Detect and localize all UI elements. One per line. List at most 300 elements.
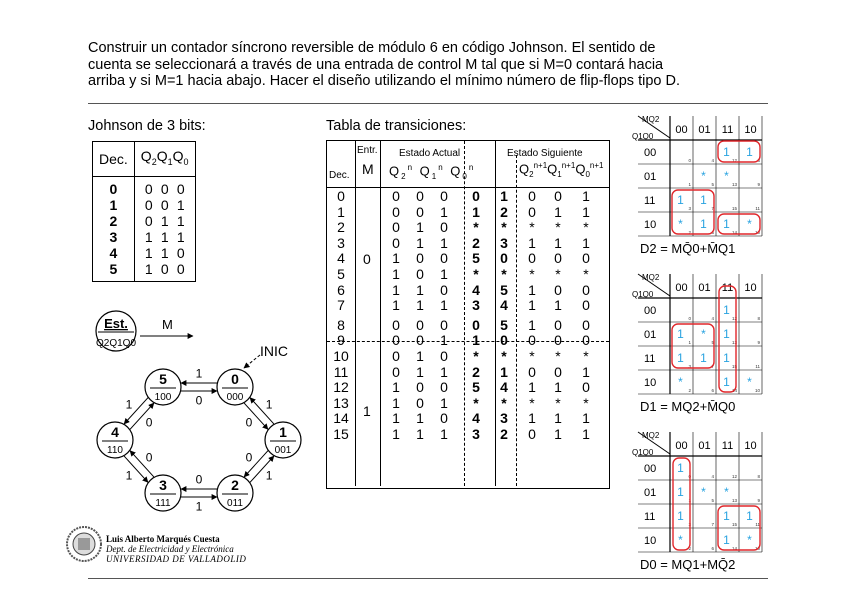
cell-cur-state: 0 — [472, 316, 480, 333]
kmap-cell-value: * — [678, 217, 683, 231]
johnson-dec: 4 — [93, 245, 134, 261]
cell-cur-state: * — [473, 266, 479, 282]
johnson-dec: 1 — [93, 197, 134, 213]
cell-n0: * — [583, 266, 589, 282]
cell-q0: 0 — [440, 281, 448, 298]
state-code: 100 — [154, 392, 172, 403]
kmap-cell-value: * — [678, 533, 683, 547]
johnson-code — [134, 197, 195, 213]
cell-n1: 0 — [554, 250, 562, 267]
johnson-row — [93, 213, 195, 229]
kmap-cell-value: * — [724, 169, 729, 183]
kmap-minterm: 7 — [711, 364, 714, 369]
cell-next-state: 2 — [500, 203, 508, 220]
johnson-dec: 5 — [93, 261, 134, 281]
kmap-d0 — [632, 431, 762, 572]
cell-n0: * — [583, 348, 589, 364]
johnson-code — [134, 229, 195, 245]
kmap-cell-value: 1 — [677, 461, 684, 475]
cell-n2: 0 — [528, 426, 536, 442]
header-m: M — [362, 161, 374, 177]
cell-n1: 1 — [554, 203, 562, 220]
kmap-minterm: 5 — [711, 182, 714, 187]
cell-q1: 1 — [416, 281, 424, 298]
kmap-equation: D1 = MQ2+M̄Q0 — [640, 399, 736, 414]
mid-rule — [327, 341, 609, 342]
johnson-bit: 1 — [176, 196, 185, 213]
kmap-corner-top: MQ2 — [642, 431, 660, 440]
cell-dec: 1 — [337, 203, 345, 220]
cell-dec: 0 — [337, 188, 345, 204]
cell-q2: 0 — [392, 316, 400, 333]
kmap-cell-value: 1 — [723, 327, 730, 341]
cell-q1: 0 — [416, 203, 424, 220]
legend-m: M — [162, 317, 173, 332]
cell-n1: * — [555, 219, 561, 236]
cell-q0: 1 — [440, 234, 448, 251]
johnson-bit: 1 — [144, 260, 153, 277]
cell-cur-state: 3 — [472, 426, 480, 442]
kmap-minterm: 1 — [688, 182, 691, 187]
cell-q0: 1 — [440, 203, 448, 220]
kmap-corner-top: MQ2 — [642, 115, 660, 124]
kmap-minterm: 4 — [711, 316, 714, 321]
kmap-cell-value: * — [701, 169, 706, 183]
cell-q1: 0 — [416, 316, 424, 333]
kmap-minterm: 15 — [731, 522, 737, 527]
kmap-minterm: 12 — [731, 316, 737, 321]
kmap-col-label: 10 — [744, 124, 757, 136]
kmap-col-label: 00 — [675, 440, 688, 452]
kmap-cell-value: 1 — [746, 509, 753, 523]
cell-next-state: 0 — [500, 250, 508, 267]
cell-q1: 1 — [416, 363, 424, 380]
cell-n0: 1 — [582, 203, 590, 220]
kmap-minterm: 1 — [688, 498, 691, 503]
johnson-title: Johnson de 3 bits: — [88, 118, 206, 134]
divider — [355, 141, 356, 486]
state-node — [97, 422, 133, 458]
cell-n2: * — [529, 348, 535, 364]
kmap-col-label: 01 — [698, 282, 711, 294]
transition-label: 0 — [145, 450, 153, 465]
cell-dec: 15 — [333, 426, 349, 442]
kmap-minterm: 2 — [688, 388, 691, 393]
kmap-row-label: 11 — [644, 195, 656, 207]
legend — [96, 311, 193, 351]
transition-label: 0 — [145, 415, 153, 430]
m-value-0: 0 — [363, 251, 371, 267]
kmap-corner-side: Q1Q0 — [632, 290, 654, 299]
state-diagram — [88, 305, 318, 520]
cell-n2: 1 — [528, 297, 536, 314]
cell-cur-state: 5 — [472, 250, 480, 267]
transition-label: 1 — [265, 468, 273, 483]
header-rule — [327, 187, 609, 188]
kmap-minterm: 3 — [688, 522, 691, 527]
cell-next-state: 2 — [500, 426, 508, 442]
cell-q0: 1 — [440, 266, 448, 282]
kmap-minterm: 7 — [711, 206, 714, 211]
author-univ: UNIVERSIDAD DE VALLADOLID — [106, 554, 247, 564]
cell-dec: 7 — [337, 297, 345, 314]
cell-q1: 1 — [416, 426, 424, 442]
state-number: 0 — [231, 371, 239, 387]
cell-n0: 0 — [582, 297, 590, 314]
kmap-col-label: 11 — [721, 124, 734, 136]
header-next: Estado Siguiente — [507, 148, 583, 159]
problem-statement — [88, 40, 768, 90]
state-number: 1 — [279, 424, 287, 440]
cell-n1: 1 — [554, 234, 562, 251]
johnson-bit: 1 — [176, 212, 185, 229]
johnson-bit: 0 — [176, 244, 185, 261]
kmap-minterm: 3 — [688, 206, 691, 211]
kmap-minterm: 11 — [755, 206, 760, 211]
kmap-cell-value: 1 — [723, 375, 730, 389]
cell-n0: 1 — [582, 234, 590, 251]
cell-q0: 0 — [440, 219, 448, 236]
cell-cur-state: 1 — [472, 332, 480, 349]
kmap-row-label: 10 — [644, 219, 657, 231]
cell-q0: 1 — [440, 426, 448, 442]
cell-dec: 11 — [333, 363, 349, 380]
cell-q2: 1 — [392, 281, 400, 298]
header-actual-bits: $Q_2^n$ $Q_1^n$ $Q_0^n$ — [389, 163, 476, 181]
header-dec: Dec. — [329, 170, 350, 181]
cell-q2: 0 — [392, 348, 400, 364]
cell-n2: * — [529, 219, 535, 236]
cell-n0: * — [583, 394, 589, 411]
header-next-bits: $Q_2^{n+1}Q_1^{n+1}Q_0^{n+1}$ — [519, 161, 604, 179]
intro-line-2: cuenta se seleccionará a través de una entrada de control M tal que si M=0 contará hacia — [88, 56, 664, 73]
author-dept: Dept. de Electricidad y Electrónica — [106, 544, 234, 554]
cell-dec: 13 — [333, 394, 349, 411]
transition-label: 0 — [245, 450, 253, 465]
kmap-minterm: 8 — [757, 474, 760, 479]
cell-q0: 0 — [440, 188, 448, 204]
cell-q2: 0 — [392, 332, 400, 349]
kmap-minterm: 9 — [757, 340, 760, 345]
kmap-col-label: 10 — [744, 440, 757, 452]
cell-q2: 0 — [392, 219, 400, 236]
kmap-row-label: 01 — [644, 329, 657, 341]
kmap-minterm: 2 — [688, 230, 691, 235]
cell-next-state: 1 — [500, 188, 508, 204]
kmap-col-label: 01 — [698, 124, 711, 136]
cell-q1: 1 — [416, 297, 424, 314]
cell-cur-state: 2 — [472, 363, 480, 380]
kmap-cell-value: 1 — [700, 193, 707, 207]
divider — [495, 141, 496, 486]
kmap-cell-value: 1 — [677, 327, 684, 341]
cell-q2: 0 — [392, 234, 400, 251]
kmap-corner-side: Q1Q0 — [632, 448, 654, 457]
cell-n0: 1 — [582, 363, 590, 380]
cell-q1: 0 — [416, 266, 424, 282]
cell-n1: 0 — [554, 363, 562, 380]
kmap-minterm: 6 — [711, 230, 714, 235]
kmap-row-label: 00 — [644, 463, 657, 475]
transition-label: 0 — [195, 472, 203, 487]
cell-n2: 1 — [528, 316, 536, 333]
cell-dec: 2 — [337, 219, 345, 236]
cell-n1: * — [555, 394, 561, 411]
kmap-col-label: 11 — [721, 282, 734, 294]
kmap-cell-value: * — [747, 375, 752, 389]
kmap-minterm: 0 — [688, 316, 691, 321]
inic-label: INIC — [260, 343, 288, 359]
cell-n2: 0 — [528, 188, 536, 204]
kmap-minterm: 10 — [754, 230, 760, 235]
kmap-cell-value: 1 — [677, 485, 684, 499]
johnson-header-code: $Q_2Q_1Q_0$ — [134, 142, 195, 176]
legend-est: Est. — [104, 316, 128, 331]
kmap-row-label: 00 — [644, 147, 657, 159]
cell-q0: 0 — [440, 250, 448, 267]
state-node — [145, 369, 181, 405]
kmap-minterm: 4 — [711, 158, 714, 163]
cell-q1: 1 — [416, 234, 424, 251]
kmap-minterm: 3 — [688, 364, 691, 369]
m-value-1: 1 — [363, 403, 371, 419]
author-name: Luis Alberto Marqués Cuesta — [106, 534, 220, 544]
johnson-bit: 0 — [144, 196, 153, 213]
cell-q0: 1 — [440, 394, 448, 411]
kmap-row-label: 10 — [644, 535, 657, 547]
kmap-cell-value: 1 — [723, 303, 730, 317]
transition-label: 1 — [195, 499, 203, 514]
cell-n2: 1 — [528, 410, 536, 427]
cell-q2: 1 — [392, 410, 400, 427]
intro-line-1: Construir un contador síncrono reversible de módulo 6 en código Johnson. El sentido de — [88, 40, 656, 56]
cell-cur-state: 0 — [472, 188, 480, 204]
state-code: 111 — [155, 498, 171, 509]
cell-cur-state: 2 — [472, 234, 480, 251]
cell-q0: 1 — [440, 297, 448, 314]
cell-n0: 0 — [582, 332, 590, 349]
kmap-minterm: 6 — [711, 388, 714, 393]
cell-n2: 1 — [528, 234, 536, 251]
cell-n0: 1 — [582, 188, 590, 204]
cell-next-state: 3 — [500, 234, 508, 251]
transition-table — [326, 140, 610, 489]
cell-n1: * — [555, 266, 561, 282]
dashed-divider — [516, 155, 517, 486]
cell-dec: 10 — [333, 348, 349, 364]
kmap-cell-value: * — [701, 485, 706, 499]
intro-line-3: arriba y si M=1 hacia abajo. Hacer el diseño utilizando el mínimo número de flip-flops tipo D. — [88, 73, 680, 89]
cell-q0: 0 — [440, 316, 448, 333]
kmap-minterm: 14 — [731, 388, 737, 393]
kmap-row-label: 01 — [644, 487, 657, 499]
cell-q1: 1 — [416, 219, 424, 236]
cell-cur-state: * — [473, 219, 479, 236]
johnson-row — [93, 229, 195, 245]
cell-n1: * — [555, 348, 561, 364]
cell-n0: 0 — [582, 316, 590, 333]
johnson-bit: 1 — [160, 244, 169, 261]
cell-next-state: 4 — [500, 297, 508, 314]
kmap-cell-value: 1 — [677, 193, 684, 207]
johnson-bit: 0 — [176, 180, 185, 197]
cell-cur-state: 4 — [472, 410, 480, 427]
johnson-code — [134, 261, 195, 281]
kmap-minterm: 10 — [754, 546, 760, 551]
cell-next-state: 3 — [500, 410, 508, 427]
transitions-title: Tabla de transiciones: — [326, 118, 467, 134]
johnson-code — [134, 176, 195, 197]
cell-cur-state: 3 — [472, 297, 480, 314]
kmap-minterm: 11 — [755, 364, 760, 369]
cell-cur-state: 4 — [472, 281, 480, 298]
kmap-d1 — [632, 273, 762, 414]
cell-q1: 0 — [416, 394, 424, 411]
kmap-minterm: 10 — [754, 388, 760, 393]
kmap-minterm: 15 — [731, 364, 737, 369]
kmap-row-label: 11 — [644, 353, 656, 365]
cell-n2: * — [529, 394, 535, 411]
cell-n0: 1 — [582, 426, 590, 442]
cell-dec: 8 — [337, 316, 345, 333]
kmap-cell-value: 1 — [723, 509, 730, 523]
kmap-row-label: 10 — [644, 377, 657, 389]
cell-q2: 0 — [392, 203, 400, 220]
cell-n1: 0 — [554, 188, 562, 204]
state-number: 2 — [231, 477, 239, 493]
kmap-minterm: 13 — [731, 340, 737, 345]
johnson-dec: 0 — [93, 176, 134, 197]
cell-next-state: * — [501, 219, 507, 236]
cell-q2: 1 — [392, 394, 400, 411]
johnson-bit: 0 — [160, 260, 169, 277]
johnson-bit: 0 — [144, 212, 153, 229]
johnson-bit: 1 — [176, 228, 185, 245]
university-seal-icon — [66, 524, 102, 564]
kmap-row-label: 00 — [644, 305, 657, 317]
cell-n2: 0 — [528, 332, 536, 349]
kmap-minterm: 14 — [731, 546, 737, 551]
johnson-bit: 0 — [144, 180, 153, 197]
transition-label: 1 — [125, 397, 133, 412]
cell-dec: 4 — [337, 250, 345, 267]
cell-q0: 1 — [440, 332, 448, 349]
header-actual: Estado Actual — [399, 148, 461, 159]
kmap-col-label: 00 — [675, 282, 688, 294]
cell-cur-state: * — [473, 394, 479, 411]
kmap-col-label: 10 — [744, 282, 757, 294]
cell-n0: 1 — [582, 410, 590, 427]
kmap-cell-value: 1 — [677, 351, 684, 365]
cell-q1: 1 — [416, 348, 424, 364]
kmap-cell-value: 1 — [677, 509, 684, 523]
kmap-minterm: 6 — [711, 546, 714, 551]
kmap-row-label: 01 — [644, 171, 657, 183]
transition-label: 1 — [125, 468, 133, 483]
cell-q0: 0 — [440, 348, 448, 364]
kmap-minterm: 8 — [757, 158, 760, 163]
johnson-bit: 1 — [160, 228, 169, 245]
kmap-minterm: 1 — [688, 340, 691, 345]
cell-n2: 0 — [528, 363, 536, 380]
kmap-col-label: 11 — [721, 440, 734, 452]
cell-dec: 5 — [337, 266, 345, 282]
cell-n1: 0 — [554, 332, 562, 349]
cell-q2: 0 — [392, 188, 400, 204]
kmap-col-label: 01 — [698, 440, 711, 452]
kmap-cell-value: * — [701, 327, 706, 341]
kmap-minterm: 13 — [731, 498, 737, 503]
johnson-bit: 0 — [176, 260, 185, 277]
kmap-equation: D0 = MQ1+MQ̄2 — [640, 557, 736, 572]
cell-n1: 0 — [554, 281, 562, 298]
cell-q1: 0 — [416, 332, 424, 349]
transition-label: 0 — [245, 415, 253, 430]
cell-n2: 1 — [528, 281, 536, 298]
kmap-cell-value: 1 — [700, 217, 707, 231]
johnson-code — [134, 245, 195, 261]
cell-q0: 1 — [440, 363, 448, 380]
kmap-minterm: 11 — [755, 522, 760, 527]
kmap-minterm: 4 — [711, 474, 714, 479]
cell-n0: 0 — [582, 281, 590, 298]
header-entr: Entr. — [357, 145, 378, 156]
cell-next-state: * — [501, 266, 507, 282]
kmap-minterm: 9 — [757, 498, 760, 503]
kmap-minterm: 0 — [688, 158, 691, 163]
johnson-header-dec: Dec. — [93, 142, 134, 176]
cell-n0: 0 — [582, 250, 590, 267]
state-number: 4 — [111, 424, 119, 440]
kmap-cell-value: 1 — [746, 145, 753, 159]
kmap-minterm: 8 — [757, 316, 760, 321]
state-code: 000 — [226, 392, 244, 403]
kmap-cell-value: 1 — [700, 351, 707, 365]
cell-q2: 0 — [392, 363, 400, 380]
kmap-minterm: 2 — [688, 546, 691, 551]
cell-next-state: 4 — [500, 379, 508, 396]
cell-dec: 9 — [337, 332, 345, 349]
cell-next-state: * — [501, 394, 507, 411]
state-code: 001 — [274, 445, 292, 456]
kmap-cell-value: 1 — [723, 145, 730, 159]
cell-n1: 1 — [554, 410, 562, 427]
divider — [380, 141, 381, 486]
cell-n1: 0 — [554, 316, 562, 333]
kmap-minterm: 7 — [711, 522, 714, 527]
kmap-cell-value: 1 — [723, 351, 730, 365]
kmap-minterm: 13 — [731, 182, 737, 187]
kmap-minterm: 5 — [711, 340, 714, 345]
transition-label: 1 — [265, 397, 273, 412]
kmap-minterm: 12 — [731, 474, 737, 479]
cell-q2: 1 — [392, 250, 400, 267]
johnson-dec: 3 — [93, 229, 134, 245]
kmap-equation: D2 = MQ̄0+M̄Q1 — [640, 241, 736, 256]
cell-next-state: 0 — [500, 332, 508, 349]
cell-cur-state: 5 — [472, 379, 480, 396]
cell-next-state: 5 — [500, 316, 508, 333]
kmap-corner-top: MQ2 — [642, 273, 660, 282]
cell-n1: 1 — [554, 426, 562, 442]
kmap-cell-value: * — [747, 217, 752, 231]
cell-n2: 1 — [528, 379, 536, 396]
cell-q2: 1 — [392, 426, 400, 442]
state-number: 5 — [159, 371, 167, 387]
johnson-bit: 1 — [160, 212, 169, 229]
johnson-bit: 1 — [144, 244, 153, 261]
kmap-minterm: 5 — [711, 498, 714, 503]
